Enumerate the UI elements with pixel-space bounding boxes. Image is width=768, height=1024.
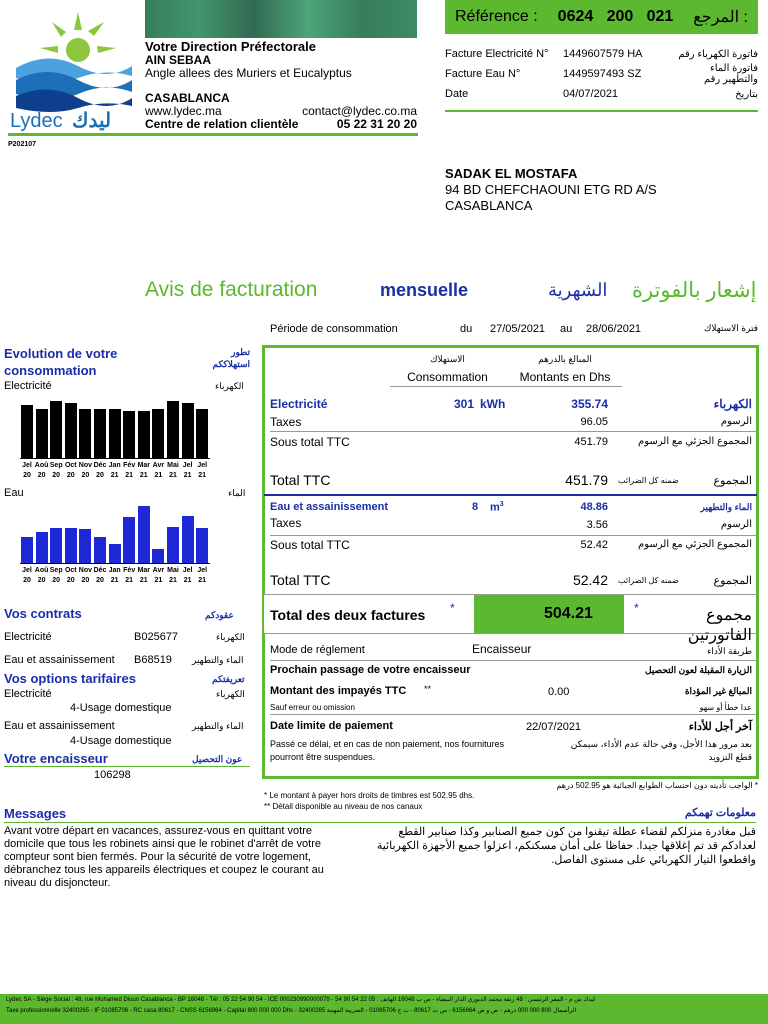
- chart-month-label: Mar: [137, 462, 151, 469]
- eau-total-label: Total TTC: [270, 572, 331, 588]
- option-eau-label: Eau et assainissement: [4, 720, 115, 732]
- footnote-ar: * الواجب تأديته دون احتساب الطوابع الجبائية هو 502.95 درهم: [556, 781, 758, 790]
- chart-bar: [50, 401, 62, 458]
- chart-month-label: Déc: [93, 567, 107, 574]
- eau-taxes-line: [270, 535, 756, 536]
- eau-total-ar: المجموع: [713, 575, 752, 587]
- chart-bar: [36, 409, 48, 458]
- eau-amount: 48.86: [580, 501, 608, 513]
- chart-bar: [94, 409, 106, 458]
- chart-month-label: Oct: [64, 462, 77, 469]
- chart-year-label: 20: [66, 472, 75, 479]
- invoice-ref-row: Facture Electricité N° 1449607579 HA فاتورة الكهرباء رقم: [445, 48, 758, 60]
- elec-eau-separator: [264, 494, 757, 496]
- options-title-ar: تعريفتكم: [212, 674, 245, 684]
- chart-month-label: Jel: [22, 462, 32, 469]
- footnote-1: * Le montant à payer hors droits de timbres est 502.95 dhs.: [264, 791, 475, 800]
- payment-notice: Passé ce délai, et en cas de non paiement, nos fournitures pourront être suspendues.: [270, 739, 505, 762]
- chart-bar: [94, 537, 106, 563]
- sauf-line: [270, 714, 756, 715]
- chart-year-label: 21: [139, 472, 148, 479]
- chart-bar: [152, 409, 164, 458]
- water-chart: [20, 507, 210, 564]
- impayes-ar: المبالغ غير المؤداة: [684, 686, 752, 696]
- elec-label: Electricité: [270, 397, 328, 411]
- eau-taxes-label: Taxes: [270, 516, 302, 530]
- chart-year-label: 21: [110, 472, 119, 479]
- chart-year-label: 21: [198, 577, 207, 584]
- title-avis: Avis de facturation: [145, 278, 318, 301]
- grand-total-label-ar: مجموع الفاتورتين: [687, 607, 752, 644]
- chart-month-label: Aoû: [34, 567, 49, 574]
- chart-month-label: Jel: [22, 567, 32, 574]
- elec-unit: kWh: [480, 397, 506, 411]
- client-center-phone: 05 22 31 20 20: [336, 117, 417, 131]
- period-row: Période de consommation du 27/05/2021 au 28/06/2021 فترة الاستهلاك: [270, 323, 758, 335]
- reference-value: 0624 200 021: [557, 8, 674, 25]
- chart-year-label: 20: [37, 472, 46, 479]
- direction-city: CASABLANCA: [145, 91, 230, 105]
- chart-bar: [65, 403, 77, 458]
- website-link[interactable]: www.lydec.ma: [145, 104, 222, 118]
- grand-total-star-ar: *: [634, 601, 639, 615]
- chart-bar: [167, 527, 179, 563]
- mode-line: [270, 660, 756, 661]
- chart-year-label: 21: [169, 472, 177, 479]
- elec-amount: 355.74: [571, 397, 608, 411]
- limite-ar: آخر أجل للأداء: [688, 721, 752, 733]
- chart-bar: [21, 405, 33, 458]
- chart-month-label: Jel: [182, 462, 193, 469]
- option-elec-label: Electricité: [4, 688, 52, 700]
- eau-label-ar: الماء والتطهير: [700, 502, 752, 512]
- messages-text-ar: قبل مغادرة منزلكم لقضاء عطلة تيقنوا من كون جميع الصنابير وكذا صنابير القطع لعدادكم قد تم إغلاقها جيدا. حفاظا على أمان مسكنكم، اعزلوا جميع الأجهزة الكهربائية واقطعوا التيار الكهربائي على مستوى الفاصل.: [376, 826, 756, 866]
- chart-year-label: 21: [169, 577, 177, 584]
- logo-text-ar: ليدك: [72, 110, 112, 132]
- eau-subtotal-label: Sous total TTC: [270, 538, 350, 552]
- eau-unit: [490, 501, 504, 514]
- chart-month-label: Aoû: [34, 462, 49, 469]
- chart-month-label: Fév: [123, 462, 136, 469]
- limite-value: 22/07/2021: [526, 721, 582, 733]
- electricity-chart-labels: [20, 461, 210, 481]
- eau-unit-text: m: [490, 501, 500, 514]
- eau-unit-sup: 3: [499, 501, 504, 508]
- elec-taxes-label: Taxes: [270, 415, 302, 429]
- grand-total-row: [264, 594, 757, 644]
- chart-bar: [36, 532, 48, 563]
- invoice-ref-row: Facture Eau N° 1449597493 SZ فاتورة الماء والتطهير رقم: [445, 63, 758, 85]
- elec-total-ar: المجموع: [713, 475, 752, 487]
- payment-notice-ar: بعد مرور هذا الأجل، وفي حالة عدم الأداء، سيمكن قطع التزويد: [570, 739, 752, 762]
- eau-total: 52.42: [572, 572, 608, 588]
- impayes-label: Montant des impayés TTC: [270, 685, 407, 697]
- direction-address: Angle allees des Muriers et Eucalyptus: [145, 66, 352, 80]
- customer-name: SADAK EL MOSTAFA: [445, 166, 578, 181]
- chart-year-label: 21: [183, 472, 192, 479]
- contract-elec-label: Electricité: [4, 631, 52, 643]
- lydec-logo: [8, 10, 136, 136]
- invoice-refs: [445, 44, 758, 104]
- option-elec-value: 4-Usage domestique: [70, 702, 172, 714]
- messages-divider: [4, 822, 756, 823]
- elec-subtotal-label: Sous total TTC: [270, 435, 350, 449]
- option-eau-value: 4-Usage domestique: [70, 735, 172, 747]
- footnote-2: ** Détail disponible au niveau de nos canaux: [264, 802, 423, 811]
- customer-city: CASABLANCA: [445, 198, 533, 213]
- elec-total-ar-small: ضمنه كل الضرائب: [618, 476, 679, 485]
- chart-year-label: 21: [183, 577, 192, 584]
- chart-bar: [152, 549, 164, 563]
- chart-bar: [196, 528, 208, 563]
- direction-title: Votre Direction Préfectorale: [145, 39, 316, 54]
- eau-taxes: 3.56: [586, 519, 608, 531]
- header-photo-banner: [145, 0, 417, 38]
- option-elec-ar: الكهرباء: [216, 689, 245, 699]
- eau-chart-label-ar: الماء: [228, 488, 246, 498]
- chart-month-label: Nov: [78, 462, 92, 469]
- mode-label: Mode de réglement: [270, 644, 365, 656]
- direction-name: AIN SEBAA: [145, 53, 212, 67]
- elec-chart-label: Electricité: [4, 380, 52, 392]
- mode-ar: طريقة الأداء: [707, 646, 752, 656]
- limite-label: Date limite de paiement: [270, 720, 393, 732]
- chart-year-label: 20: [23, 472, 31, 479]
- reference-box: [445, 0, 758, 34]
- code-label: P202107: [8, 141, 37, 148]
- consommation-header-ar: الاستهلاك: [430, 354, 465, 364]
- header-underline: [390, 386, 622, 387]
- chart-bar: [196, 409, 208, 458]
- chart-year-label: 21: [125, 472, 134, 479]
- options-title: Vos options tarifaires: [4, 671, 136, 686]
- montants-header-ar: المبالغ بالدرهم: [538, 354, 592, 364]
- chart-year-label: 20: [96, 577, 104, 584]
- chart-month-label: Jel: [197, 462, 208, 469]
- customer-block: [445, 166, 657, 214]
- eau-chart-label: Eau: [4, 487, 24, 499]
- elec-label-ar: الكهرباء: [713, 397, 752, 411]
- next-ar: الزيارة المقبلة لعون التحصيل: [645, 665, 752, 675]
- elec-taxes-ar: الرسوم: [720, 416, 752, 427]
- title-mensuelle-ar: الشهرية: [548, 280, 608, 300]
- chart-bar: [167, 401, 179, 458]
- elec-qty: 301: [454, 397, 475, 411]
- chart-year-label: 21: [125, 577, 134, 584]
- grand-total-value: 504.21: [544, 605, 593, 622]
- chart-month-label: Avr: [152, 462, 165, 469]
- encaisseur-title-ar: عون التحصيل: [192, 754, 243, 764]
- chart-bar: [109, 544, 121, 563]
- chart-month-label: Oct: [64, 567, 77, 574]
- chart-bar: [182, 516, 194, 563]
- header-divider: [8, 133, 418, 136]
- direction-block: [145, 40, 417, 131]
- title-mensuelle: mensuelle: [380, 280, 469, 300]
- elec-chart-label-ar: الكهرباء: [215, 381, 244, 391]
- chart-year-label: 20: [23, 577, 31, 584]
- eau-subtotal: 52.42: [580, 539, 608, 551]
- option-eau-ar: الماء والتطهير: [192, 721, 244, 731]
- elec-taxes-line: [270, 431, 756, 432]
- chart-bar: [109, 409, 121, 458]
- sauf-label: Sauf erreur ou omission: [270, 703, 355, 712]
- grand-total-label: Total des deux factures: [270, 607, 426, 623]
- chart-bar: [50, 528, 62, 563]
- footer-bar: [0, 994, 768, 1024]
- eau-subtotal-ar: المجموع الجزئي مع الرسوم: [638, 539, 752, 550]
- eau-label: Eau et assainissement: [270, 501, 389, 513]
- chart-bar: [123, 411, 135, 458]
- chart-month-label: Jel: [197, 567, 208, 574]
- chart-month-label: Jel: [182, 567, 193, 574]
- contract-eau-value: B68519: [134, 654, 172, 666]
- chart-month-label: Déc: [93, 462, 107, 469]
- chart-bar: [79, 529, 91, 563]
- eau-total-ar-small: ضمنه كل الضرائب: [618, 576, 679, 585]
- sauf-ar: عدا خطأ أو سهو: [699, 703, 752, 712]
- chart-year-label: 20: [81, 472, 90, 479]
- messages-title: Messages: [4, 806, 67, 821]
- eau-qty: 8: [472, 501, 479, 513]
- chart-year-label: 20: [52, 472, 61, 479]
- chart-year-label: 21: [139, 577, 148, 584]
- grand-total-star: *: [450, 601, 455, 615]
- chart-year-label: 21: [110, 577, 119, 584]
- electricity-chart: [20, 402, 210, 459]
- invoice-ref-row: Date 04/07/2021 بتاريخ: [445, 88, 758, 100]
- chart-year-label: 21: [154, 577, 163, 584]
- messages-title-ar: معلومات تهمكم: [684, 807, 756, 819]
- chart-bar: [182, 403, 194, 458]
- footer-line-2: Taxe professionnelle 32400265 - IF 01085706 - RC casa 80617 - CNSS 6156964 - Capital 800 000 000 Dhs - الرأسمال 800 000 000 درهم - ص و ض 6156964 - س ت 80617 - ت ج 01085706 - الضريبة المهنية 32400265: [6, 1008, 577, 1014]
- reference-label-ar: المرجع :: [693, 9, 748, 26]
- reference-label: Référence :: [455, 8, 538, 25]
- elec-subtotal-ar: المجموع الجزئي مع الرسوم: [638, 436, 752, 447]
- chart-year-label: 21: [198, 472, 207, 479]
- chart-year-label: 20: [81, 577, 90, 584]
- consommation-header: Consommation: [407, 370, 488, 384]
- chart-month-label: Jan: [108, 567, 121, 574]
- logo-text: Lydec: [10, 110, 63, 132]
- chart-month-label: Mai: [167, 462, 179, 469]
- elec-total: 451.79: [565, 472, 608, 488]
- elec-subtotal: 451.79: [574, 436, 608, 448]
- chart-bar: [138, 411, 150, 458]
- chart-month-label: Nov: [78, 567, 92, 574]
- impayes-value: 0.00: [548, 686, 570, 698]
- encaisseur-title: Votre encaisseur: [4, 751, 108, 766]
- title-avis-ar: إشعار بالفوترة: [632, 279, 757, 302]
- refs-divider: [445, 110, 758, 112]
- chart-month-label: Jan: [108, 462, 121, 469]
- chart-bar: [123, 517, 135, 563]
- chart-year-label: 20: [37, 577, 46, 584]
- next-label: Prochain passage de votre encaisseur: [270, 664, 471, 676]
- encaisseur-divider: [4, 766, 250, 767]
- chart-bar: [65, 528, 77, 563]
- eau-taxes-ar: الرسوم: [720, 519, 752, 530]
- elec-total-label: Total TTC: [270, 472, 331, 488]
- chart-month-label: Avr: [152, 567, 165, 574]
- contract-elec-value: B025677: [134, 631, 179, 643]
- contract-elec-ar: الكهرباء: [216, 632, 245, 642]
- chart-month-label: Sep: [49, 462, 63, 469]
- client-center-label: Centre de relation clientèle: [145, 117, 299, 131]
- chart-bar: [79, 409, 91, 458]
- chart-month-label: Sep: [49, 567, 63, 574]
- montants-header: Montants en Dhs: [519, 370, 611, 384]
- chart-year-label: 20: [52, 577, 61, 584]
- evolution-title-ar: تطور استهلاككم: [212, 347, 250, 369]
- evolution-title: Evolution de votre consommation: [4, 346, 118, 378]
- footer-line-1: Lydec SA - Siège Social : 48, rue Mohamed Diouri Casablanca - BP 16048 - Tél : 05 22 54 90 54 - ICE 000230990000079 - ليدك ش م - المقر الرئيسي : 48 زنقة محمد الديوري الدار البيضاء - ص ب 16048 الهاتف : 05 22 54 90 54: [6, 997, 595, 1003]
- encaisseur-value: 106298: [94, 769, 131, 781]
- contract-eau-ar: الماء والتطهير: [192, 655, 244, 665]
- chart-bar: [138, 506, 150, 563]
- messages-text: Avant votre départ en vacances, assurez-vous en quittant votre domicile que tous les robinets ainsi que le robinet d'arrêt de votre compteur sont bien fermés. Pour la sécurité de votre logement, débranchez tous les appareils électriques et coupez le courant au niveau du disjoncteur.: [4, 825, 324, 889]
- contracts-title-ar: عقودكم: [205, 610, 234, 620]
- chart-year-label: 20: [66, 577, 75, 584]
- chart-month-label: Mai: [167, 567, 179, 574]
- water-chart-labels: [20, 566, 210, 586]
- impayes-stars: **: [424, 684, 432, 694]
- chart-bar: [21, 537, 33, 563]
- chart-year-label: 20: [96, 472, 104, 479]
- contracts-title: Vos contrats: [4, 606, 82, 621]
- contract-eau-label: Eau et assainissement: [4, 654, 115, 666]
- chart-month-label: Mar: [137, 567, 151, 574]
- elec-taxes: 96.05: [580, 416, 608, 428]
- chart-year-label: 21: [154, 472, 163, 479]
- customer-address: 94 BD CHEFCHAOUNI ETG RD A/S: [445, 182, 657, 197]
- chart-month-label: Fév: [123, 567, 136, 574]
- mode-value: Encaisseur: [472, 642, 532, 656]
- email-link[interactable]: contact@lydec.co.ma: [302, 104, 417, 118]
